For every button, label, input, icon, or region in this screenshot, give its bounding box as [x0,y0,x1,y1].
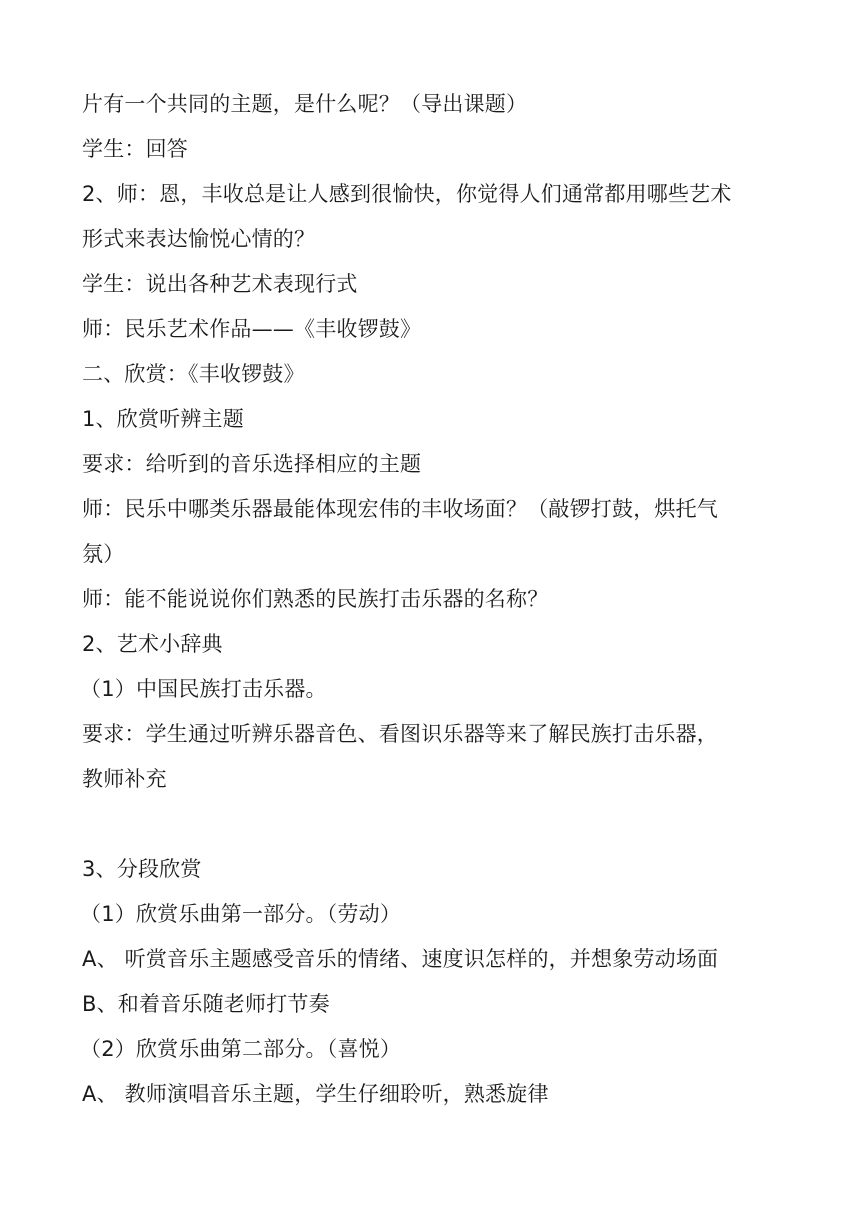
text-line: 3、分段欣赏 [82,857,202,881]
text-line: 学生：回答 [82,137,188,161]
text-line: 教师补充 [82,767,167,791]
text-line: 氛） [82,542,125,566]
text-line: 形式来表达愉悦心情的？ [82,227,316,251]
text-line: 2、师：恩，丰收总是让人感到很愉快，你觉得人们通常都用哪些艺术 [82,182,732,206]
text-line: 师：能不能说说你们熟悉的民族打击乐器的名称？ [82,587,549,611]
text-line: （1）中国民族打击乐器。 [80,677,327,701]
section-heading: 二、欣赏：《丰收锣鼓》 [82,362,305,386]
text-line: 师：民乐艺术作品——《丰收锣鼓》 [82,317,422,341]
text-line: （1）欣赏乐曲第一部分。（劳动） [80,902,402,926]
text-line: 要求：学生通过听辨乐器音色、看图识乐器等来了解民族打击乐器， [82,722,718,746]
text-line: 师：民乐中哪类乐器最能体现宏伟的丰收场面？（敲锣打鼓，烘托气 [82,497,718,521]
text-line: A、 听赏音乐主题感受音乐的情绪、速度识怎样的，并想象劳动场面 [82,947,719,971]
text-line: 学生：说出各种艺术表现行式 [82,272,358,296]
text-line: 片有一个共同的主题，是什么呢？（导出课题） [82,92,528,116]
text-line: B、和着音乐随老师打节奏 [82,992,330,1016]
text-line: 要求：给听到的音乐选择相应的主题 [82,452,422,476]
text-line: A、 教师演唱音乐主题，学生仔细聆听，熟悉旋律 [82,1082,549,1106]
text-line: 1、欣赏听辨主题 [82,407,244,431]
text-line: （2）欣赏乐曲第二部分。（喜悦） [80,1037,402,1061]
text-line: 2、艺术小辞典 [82,632,223,656]
